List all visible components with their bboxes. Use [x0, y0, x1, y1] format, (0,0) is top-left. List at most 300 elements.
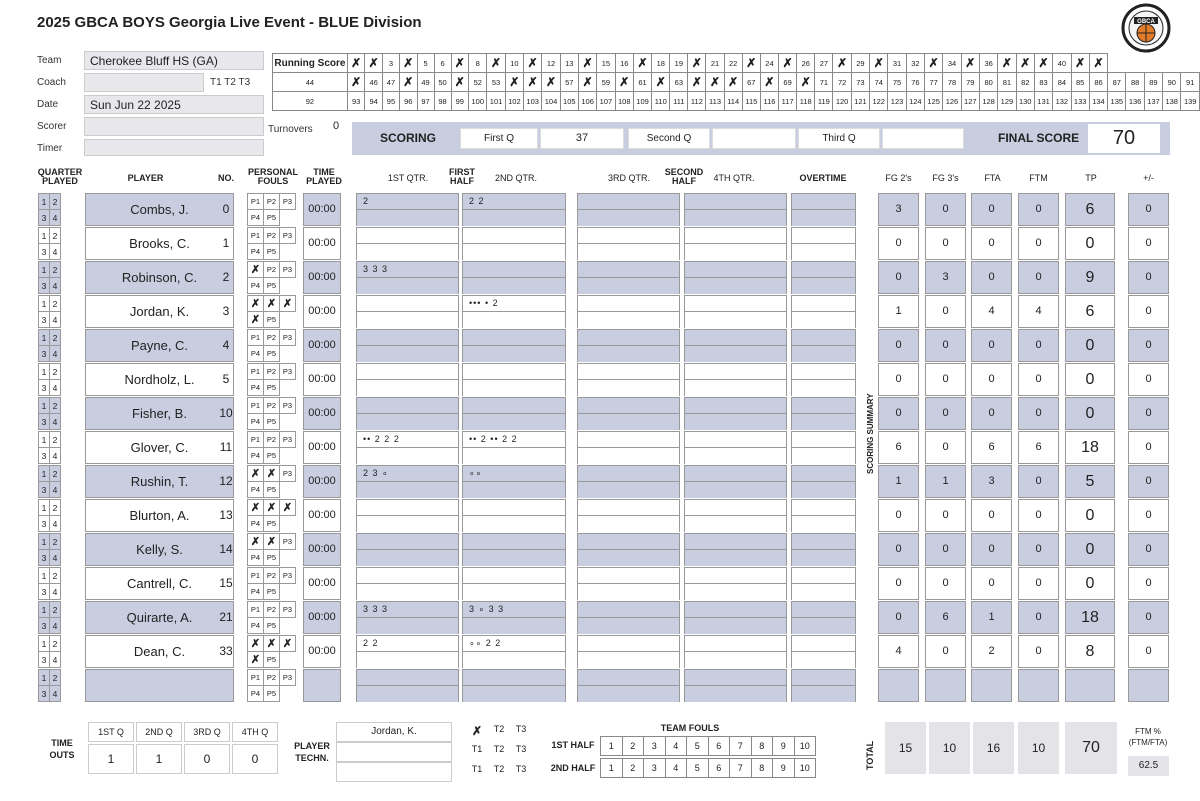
personal-foul-box[interactable]: P5 [264, 210, 280, 226]
q2-scoring[interactable] [462, 193, 566, 226]
overtime-scoring[interactable] [791, 329, 856, 362]
overtime-scoring[interactable] [791, 261, 856, 294]
q2-scoring[interactable] [462, 533, 566, 566]
quarter-played-box[interactable]: 3 [39, 516, 50, 532]
overtime-scoring[interactable] [791, 567, 856, 600]
q4-scoring[interactable] [684, 465, 787, 498]
plus-minus-value[interactable]: 0 [1128, 465, 1169, 498]
running-score-cell[interactable]: 126 [943, 92, 961, 111]
quarter-played-box[interactable]: 1 [39, 364, 50, 380]
technical-mark[interactable]: T2 [493, 764, 505, 774]
personal-foul-box[interactable]: ✗ [248, 312, 264, 328]
personal-foul-box[interactable]: ✗ [264, 296, 280, 312]
plus-minus-value[interactable] [1128, 669, 1169, 702]
team-foul-box[interactable]: 9 [773, 759, 795, 778]
quarter-played-box[interactable]: 2 [50, 262, 61, 278]
overtime-scoring[interactable] [791, 363, 856, 396]
quarter-played-box[interactable]: 3 [39, 312, 50, 328]
personal-foul-box[interactable]: ✗ [264, 636, 280, 652]
personal-foul-box[interactable]: P2 [264, 670, 280, 686]
q4-scoring[interactable] [684, 635, 787, 668]
personal-foul-box[interactable]: P1 [248, 568, 264, 584]
running-score-cell[interactable]: 130 [1016, 92, 1034, 111]
quarter-played-box[interactable]: 1 [39, 534, 50, 550]
personal-foul-box[interactable]: P5 [264, 686, 280, 702]
fg2-value[interactable]: 0 [878, 533, 919, 566]
personal-foul-box[interactable]: P1 [248, 398, 264, 414]
running-score-cell[interactable]: 12 [542, 54, 560, 73]
fta-value[interactable]: 0 [971, 397, 1012, 430]
team-foul-box[interactable]: 9 [773, 737, 795, 756]
personal-foul-box[interactable]: P3 [280, 466, 296, 482]
quarter-played-box[interactable]: 4 [50, 516, 61, 532]
fg3-value[interactable]: 0 [925, 295, 966, 328]
team-foul-box[interactable]: 5 [687, 759, 709, 778]
q4-scoring[interactable] [684, 329, 787, 362]
player-name[interactable]: Glover, C. [85, 431, 234, 464]
quarter-played-box[interactable]: 1 [39, 296, 50, 312]
quarter-played-box[interactable]: 4 [50, 278, 61, 294]
quarter-played-box[interactable]: 4 [50, 584, 61, 600]
fta-value[interactable]: 0 [971, 193, 1012, 226]
running-score-cell[interactable]: 22 [724, 54, 742, 73]
q3-scoring[interactable] [577, 295, 680, 328]
running-score-cell[interactable]: 29 [851, 54, 869, 73]
personal-foul-box[interactable]: P5 [264, 414, 280, 430]
team-foul-box[interactable]: 4 [665, 759, 687, 778]
running-score-cell[interactable]: 92 [273, 92, 348, 111]
personal-foul-box[interactable]: P3 [280, 364, 296, 380]
ftm-value[interactable]: 0 [1018, 261, 1059, 294]
fg3-value[interactable]: 0 [925, 533, 966, 566]
q3-scoring[interactable] [577, 193, 680, 226]
running-score-cell[interactable]: 89 [1144, 73, 1162, 92]
quarter-played-box[interactable]: 4 [50, 448, 61, 464]
personal-foul-box[interactable]: P5 [264, 380, 280, 396]
player-name[interactable]: Blurton, A. [85, 499, 234, 532]
q2-scoring[interactable] [462, 635, 566, 668]
q4-scoring[interactable] [684, 227, 787, 260]
q3-scoring[interactable] [577, 431, 680, 464]
time-played[interactable]: 00:00 [303, 193, 341, 226]
running-score-cell[interactable]: ✗ [633, 54, 651, 73]
quarter-played-box[interactable]: 1 [39, 568, 50, 584]
running-score-cell[interactable]: 15 [597, 54, 615, 73]
player-name[interactable]: Cantrell, C. [85, 567, 234, 600]
running-score-cell[interactable]: 59 [597, 73, 615, 92]
q3-scoring[interactable] [577, 329, 680, 362]
personal-foul-box[interactable]: P5 [264, 278, 280, 294]
q3-scoring[interactable] [577, 397, 680, 430]
running-score-cell[interactable]: 117 [779, 92, 797, 111]
running-score-cell[interactable]: 123 [888, 92, 906, 111]
running-score-cell[interactable]: 102 [505, 92, 523, 111]
q3-scoring[interactable] [577, 601, 680, 634]
running-score-cell[interactable]: 57 [560, 73, 578, 92]
running-score-cell[interactable]: 113 [706, 92, 724, 111]
team-foul-box[interactable]: 1 [601, 759, 623, 778]
total-points-value[interactable]: 0 [1065, 567, 1115, 600]
running-score-cell[interactable]: ✗ [961, 54, 979, 73]
q3-scoring[interactable] [577, 261, 680, 294]
fta-value[interactable]: 4 [971, 295, 1012, 328]
plus-minus-value[interactable]: 0 [1128, 533, 1169, 566]
date-field[interactable]: Sun Jun 22 2025 [84, 95, 264, 114]
time-played[interactable]: 00:00 [303, 465, 341, 498]
personal-foul-box[interactable]: P5 [264, 346, 280, 362]
player-name[interactable]: Quirarte, A. [85, 601, 234, 634]
q1-scoring[interactable] [356, 193, 459, 226]
fg3-value[interactable]: 0 [925, 227, 966, 260]
personal-foul-box[interactable]: P3 [280, 262, 296, 278]
running-score-cell[interactable]: ✗ [870, 54, 888, 73]
fg3-value[interactable]: 0 [925, 431, 966, 464]
total-points-value[interactable]: 0 [1065, 329, 1115, 362]
running-score-cell[interactable]: ✗ [688, 54, 706, 73]
running-score-cell[interactable]: ✗ [399, 73, 417, 92]
personal-foul-box[interactable]: P1 [248, 432, 264, 448]
q4-scoring[interactable] [684, 363, 787, 396]
personal-foul-box[interactable]: P2 [264, 364, 280, 380]
personal-foul-box[interactable]: P2 [264, 330, 280, 346]
plus-minus-value[interactable]: 0 [1128, 397, 1169, 430]
running-score-cell[interactable]: 71 [815, 73, 833, 92]
team-foul-box[interactable]: 1 [601, 737, 623, 756]
fg2-value[interactable]: 0 [878, 567, 919, 600]
personal-foul-box[interactable]: P1 [248, 602, 264, 618]
overtime-scoring[interactable] [791, 533, 856, 566]
running-score-cell[interactable]: 76 [906, 73, 924, 92]
running-score-cell[interactable]: 111 [670, 92, 688, 111]
player-name[interactable]: Dean, C. [85, 635, 234, 668]
ftm-value[interactable]: 0 [1018, 227, 1059, 260]
team-foul-box[interactable]: 8 [751, 759, 773, 778]
q2-scoring[interactable] [462, 227, 566, 260]
ftm-value[interactable]: 0 [1018, 635, 1059, 668]
personal-foul-box[interactable]: P4 [248, 482, 264, 498]
personal-foul-box[interactable]: P1 [248, 194, 264, 210]
fg2-value[interactable]: 0 [878, 363, 919, 396]
q1-scoring[interactable] [356, 363, 459, 396]
running-score-cell[interactable]: 8 [469, 54, 487, 73]
quarter-played-box[interactable]: 2 [50, 534, 61, 550]
fta-value[interactable]: 0 [971, 227, 1012, 260]
running-score-cell[interactable]: 78 [943, 73, 961, 92]
total-points-value[interactable]: 0 [1065, 499, 1115, 532]
time-played[interactable]: 00:00 [303, 363, 341, 396]
personal-foul-box[interactable]: ✗ [264, 500, 280, 516]
total-points-value[interactable]: 0 [1065, 533, 1115, 566]
running-score-cell[interactable]: ✗ [524, 54, 542, 73]
personal-foul-box[interactable]: P2 [264, 432, 280, 448]
running-score-cell[interactable]: ✗ [542, 73, 560, 92]
running-score-cell[interactable]: 139 [1181, 92, 1200, 111]
running-score-cell[interactable]: 125 [925, 92, 943, 111]
fg2-value[interactable]: 1 [878, 295, 919, 328]
quarter-played-box[interactable]: 1 [39, 194, 50, 210]
personal-foul-box[interactable]: P4 [248, 210, 264, 226]
running-score-cell[interactable]: 105 [560, 92, 578, 111]
fg2-value[interactable]: 0 [878, 601, 919, 634]
quarter-played-box[interactable]: 3 [39, 448, 50, 464]
fta-value[interactable]: 0 [971, 533, 1012, 566]
quarter-played-box[interactable]: 3 [39, 380, 50, 396]
personal-foul-box[interactable]: P4 [248, 448, 264, 464]
running-score-cell[interactable]: 52 [469, 73, 487, 92]
overtime-scoring[interactable] [791, 669, 856, 702]
personal-foul-box[interactable]: P5 [264, 244, 280, 260]
fg2-value[interactable]: 0 [878, 499, 919, 532]
running-score-cell[interactable]: ✗ [505, 73, 523, 92]
running-score-cell[interactable]: 18 [652, 54, 670, 73]
quarter-played-box[interactable]: 4 [50, 414, 61, 430]
fg2-value[interactable]: 3 [878, 193, 919, 226]
q3-scoring[interactable] [577, 227, 680, 260]
fg2-value[interactable]: 4 [878, 635, 919, 668]
running-score-cell[interactable]: 36 [979, 54, 997, 73]
team-foul-box[interactable]: 10 [794, 759, 816, 778]
ftm-value[interactable]: 0 [1018, 193, 1059, 226]
overtime-scoring[interactable] [791, 465, 856, 498]
running-score-cell[interactable]: 94 [365, 92, 383, 111]
fg3-value[interactable]: 6 [925, 601, 966, 634]
quarter-played-box[interactable]: 4 [50, 380, 61, 396]
quarter-played-box[interactable]: 2 [50, 432, 61, 448]
quarter-played-box[interactable]: 2 [50, 364, 61, 380]
time-played[interactable]: 00:00 [303, 431, 341, 464]
time-played[interactable]: 00:00 [303, 261, 341, 294]
ftm-value[interactable] [1018, 669, 1059, 702]
q1-scoring[interactable] [356, 635, 459, 668]
running-score-cell[interactable]: ✗ [760, 73, 778, 92]
fg3-value[interactable] [925, 669, 966, 702]
running-score-cell[interactable]: 74 [870, 73, 888, 92]
running-score-cell[interactable]: 120 [833, 92, 851, 111]
personal-foul-box[interactable]: P5 [264, 482, 280, 498]
running-score-cell[interactable]: 88 [1126, 73, 1144, 92]
player-name[interactable]: Brooks, C. [85, 227, 234, 260]
quarter-played-box[interactable]: 1 [39, 228, 50, 244]
running-score-cell[interactable]: 31 [888, 54, 906, 73]
q2-scoring[interactable] [462, 431, 566, 464]
total-points-value[interactable]: 18 [1065, 431, 1115, 464]
team-foul-box[interactable]: 2 [622, 737, 644, 756]
fta-value[interactable]: 0 [971, 329, 1012, 362]
personal-foul-box[interactable]: P5 [264, 584, 280, 600]
q4-scoring[interactable] [684, 295, 787, 328]
q4-scoring[interactable] [684, 261, 787, 294]
fg2-value[interactable]: 0 [878, 397, 919, 430]
team-foul-box[interactable]: 4 [665, 737, 687, 756]
running-score-cell[interactable]: 50 [434, 73, 451, 92]
running-score-cell[interactable]: 91 [1181, 73, 1200, 92]
personal-foul-box[interactable]: P3 [280, 568, 296, 584]
personal-foul-box[interactable]: P4 [248, 550, 264, 566]
q4-scoring[interactable] [684, 193, 787, 226]
quarter-played-box[interactable]: 3 [39, 550, 50, 566]
fta-value[interactable]: 0 [971, 261, 1012, 294]
fg3-value[interactable]: 0 [925, 329, 966, 362]
personal-foul-box[interactable]: P1 [248, 670, 264, 686]
q2-scoring[interactable] [462, 499, 566, 532]
running-score-cell[interactable]: 98 [434, 92, 451, 111]
running-score-cell[interactable]: ✗ [1089, 54, 1107, 73]
q3-scoring[interactable] [577, 499, 680, 532]
fg2-value[interactable]: 0 [878, 227, 919, 260]
plus-minus-value[interactable]: 0 [1128, 499, 1169, 532]
running-score-cell[interactable]: 134 [1089, 92, 1107, 111]
running-score-cell[interactable]: 85 [1071, 73, 1089, 92]
running-score-cell[interactable]: 119 [815, 92, 833, 111]
personal-foul-box[interactable]: P3 [280, 194, 296, 210]
running-score-cell[interactable]: ✗ [347, 73, 365, 92]
running-score-cell[interactable]: 72 [833, 73, 851, 92]
quarter-played-box[interactable]: 3 [39, 584, 50, 600]
personal-foul-box[interactable]: P1 [248, 330, 264, 346]
team-foul-box[interactable]: 2 [622, 759, 644, 778]
overtime-scoring[interactable] [791, 635, 856, 668]
running-score-cell[interactable]: ✗ [998, 54, 1016, 73]
q4-scoring[interactable] [684, 669, 787, 702]
time-played[interactable]: 00:00 [303, 635, 341, 668]
personal-foul-box[interactable]: ✗ [264, 466, 280, 482]
quarter-played-box[interactable]: 3 [39, 652, 50, 668]
q2-scoring[interactable] [462, 295, 566, 328]
running-score-cell[interactable]: 108 [615, 92, 633, 111]
total-points-value[interactable]: 6 [1065, 193, 1115, 226]
running-score-cell[interactable]: 100 [469, 92, 487, 111]
running-score-cell[interactable]: 136 [1126, 92, 1144, 111]
running-score-cell[interactable]: 109 [633, 92, 651, 111]
personal-foul-box[interactable]: P5 [264, 516, 280, 532]
q1-scoring[interactable] [356, 261, 459, 294]
plus-minus-value[interactable]: 0 [1128, 601, 1169, 634]
fta-value[interactable]: 0 [971, 363, 1012, 396]
coach-field[interactable] [84, 73, 204, 92]
running-score-cell[interactable]: 90 [1163, 73, 1181, 92]
plus-minus-value[interactable]: 0 [1128, 193, 1169, 226]
running-score-cell[interactable]: 13 [560, 54, 578, 73]
fg2-value[interactable]: 6 [878, 431, 919, 464]
fg3-value[interactable]: 0 [925, 499, 966, 532]
q1-scoring[interactable] [356, 669, 459, 702]
fg2-value[interactable] [878, 669, 919, 702]
ftm-value[interactable]: 0 [1018, 499, 1059, 532]
total-points-value[interactable]: 0 [1065, 227, 1115, 260]
personal-foul-box[interactable]: ✗ [248, 500, 264, 516]
overtime-scoring[interactable] [791, 397, 856, 430]
running-score-cell[interactable]: 87 [1108, 73, 1126, 92]
scorer-field[interactable] [84, 117, 264, 136]
quarter-played-box[interactable]: 2 [50, 636, 61, 652]
total-points-value[interactable]: 9 [1065, 261, 1115, 294]
overtime-scoring[interactable] [791, 193, 856, 226]
personal-foul-box[interactable]: P4 [248, 278, 264, 294]
running-score-cell[interactable]: 127 [961, 92, 979, 111]
q3-scoring[interactable] [577, 669, 680, 702]
q3-scoring[interactable] [577, 533, 680, 566]
q1-scoring[interactable] [356, 465, 459, 498]
q2-scoring[interactable] [462, 397, 566, 430]
team-foul-box[interactable]: 3 [644, 737, 666, 756]
quarter-played-box[interactable]: 3 [39, 210, 50, 226]
q1-scoring[interactable] [356, 329, 459, 362]
total-points-value[interactable]: 0 [1065, 397, 1115, 430]
player-name[interactable]: Jordan, K. [85, 295, 234, 328]
running-score-cell[interactable]: 69 [779, 73, 797, 92]
personal-foul-box[interactable]: ✗ [248, 534, 264, 550]
fg3-value[interactable]: 1 [925, 465, 966, 498]
fta-value[interactable]: 6 [971, 431, 1012, 464]
ftm-value[interactable]: 0 [1018, 363, 1059, 396]
running-score-cell[interactable]: 101 [487, 92, 505, 111]
plus-minus-value[interactable]: 0 [1128, 363, 1169, 396]
personal-foul-box[interactable]: ✗ [248, 296, 264, 312]
quarter-played-box[interactable]: 1 [39, 398, 50, 414]
plus-minus-value[interactable]: 0 [1128, 329, 1169, 362]
quarter-played-box[interactable]: 2 [50, 194, 61, 210]
running-score-cell[interactable]: 83 [1034, 73, 1052, 92]
running-score-cell[interactable]: 10 [505, 54, 523, 73]
running-score-cell[interactable]: 118 [797, 92, 815, 111]
running-score-cell[interactable]: ✗ [451, 73, 469, 92]
running-score-cell[interactable]: ✗ [742, 54, 760, 73]
personal-foul-box[interactable]: P2 [264, 228, 280, 244]
time-played[interactable] [303, 669, 341, 702]
fta-value[interactable]: 2 [971, 635, 1012, 668]
quarter-played-box[interactable]: 3 [39, 618, 50, 634]
fg3-value[interactable]: 0 [925, 567, 966, 600]
player-name[interactable] [85, 669, 234, 702]
quarter-played-box[interactable]: 2 [50, 296, 61, 312]
total-points-value[interactable]: 5 [1065, 465, 1115, 498]
q1-scoring[interactable] [356, 567, 459, 600]
player-name[interactable]: Combs, J. [85, 193, 234, 226]
running-score-cell[interactable]: ✗ [833, 54, 851, 73]
ftm-value[interactable]: 0 [1018, 533, 1059, 566]
q2-scoring[interactable] [462, 261, 566, 294]
fg3-value[interactable]: 3 [925, 261, 966, 294]
quarter-played-box[interactable]: 4 [50, 244, 61, 260]
q3-scoring[interactable] [577, 567, 680, 600]
quarter-played-box[interactable]: 3 [39, 244, 50, 260]
running-score-cell[interactable]: 34 [943, 54, 961, 73]
personal-foul-box[interactable]: ✗ [248, 636, 264, 652]
running-score-cell[interactable]: ✗ [925, 54, 943, 73]
player-name[interactable]: Rushin, T. [85, 465, 234, 498]
ftm-value[interactable]: 0 [1018, 329, 1059, 362]
quarter-played-box[interactable]: 1 [39, 330, 50, 346]
fg3-value[interactable]: 0 [925, 193, 966, 226]
q2-scoring[interactable] [462, 669, 566, 702]
timeout-value[interactable]: 1 [136, 744, 182, 774]
fta-value[interactable]: 0 [971, 499, 1012, 532]
player-name[interactable]: Fisher, B. [85, 397, 234, 430]
team-foul-box[interactable]: 7 [730, 737, 752, 756]
ftm-value[interactable]: 0 [1018, 567, 1059, 600]
running-score-cell[interactable]: 131 [1034, 92, 1052, 111]
personal-foul-box[interactable]: ✗ [264, 534, 280, 550]
running-score-cell[interactable]: 135 [1108, 92, 1126, 111]
total-points-value[interactable]: 8 [1065, 635, 1115, 668]
technical-mark[interactable]: T2 [493, 724, 505, 734]
overtime-scoring[interactable] [791, 499, 856, 532]
quarter-played-box[interactable]: 2 [50, 568, 61, 584]
q4-scoring[interactable] [684, 499, 787, 532]
running-score-cell[interactable]: 86 [1089, 73, 1107, 92]
running-score-cell[interactable]: 114 [724, 92, 742, 111]
running-score-cell[interactable]: ✗ [779, 54, 797, 73]
